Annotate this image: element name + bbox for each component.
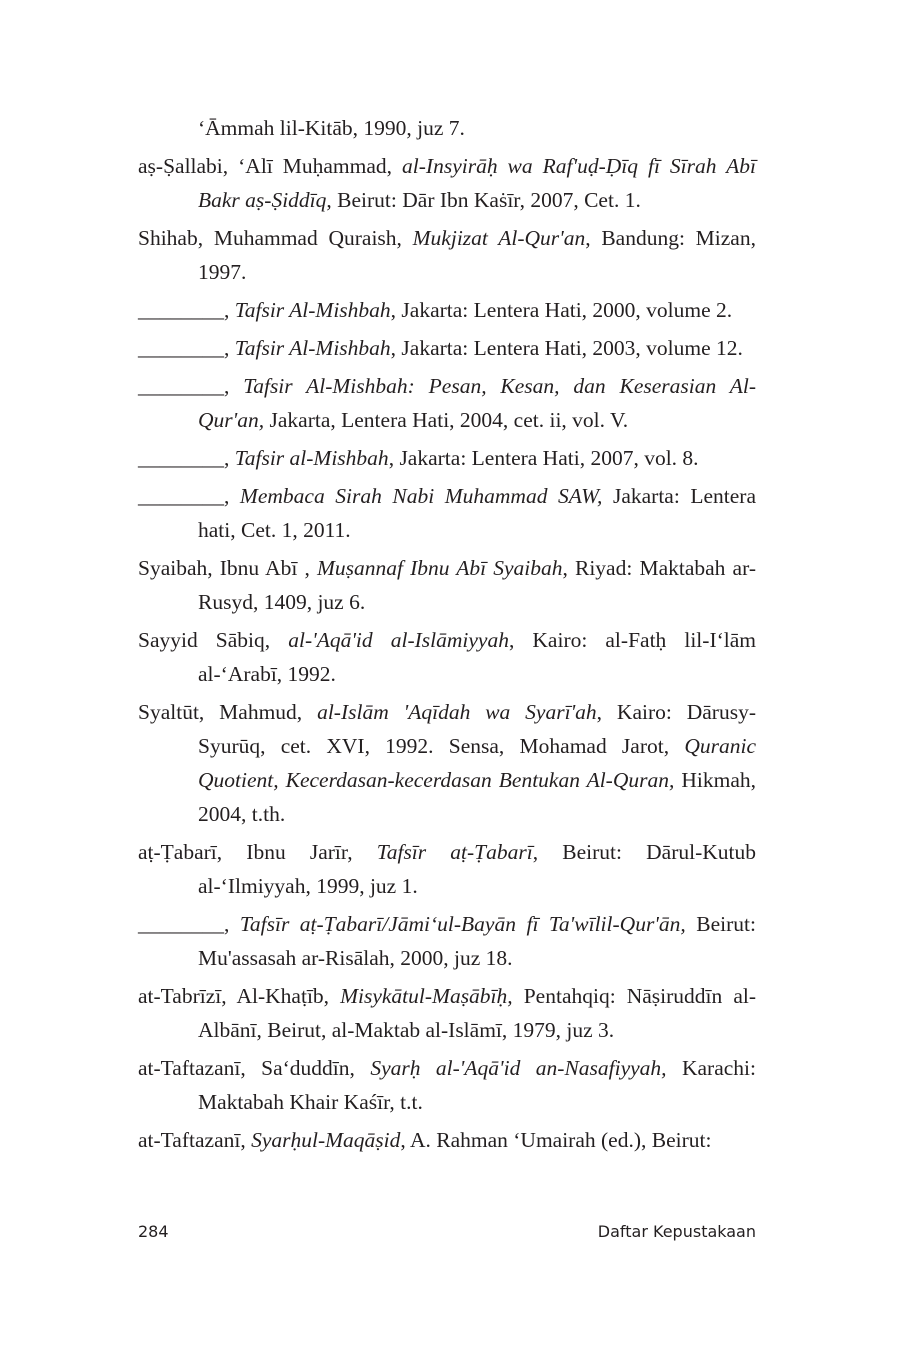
bibliography-entry: ________, Tafsir Al-Mishbah: Pesan, Kesan, dan Keserasian Al-Qur'an, Jakarta, Lentera Hati, 2004, cet. ii, vol. V. <box>138 374 756 432</box>
bibliography-entry: ________, Tafsīr aṭ-Ṭabarī/Jāmi‘ul-Bayān fī Ta'wīlil-Qur'ān, Beirut: Mu'assasah ar-Risālah, 2000, juz 18. <box>138 912 757 970</box>
bibliography-entry: aṣ-Ṣallabi, ‘Alī Muḥammad, al-Insyirāḥ wa Raf'uḍ-Ḍīq fī Sīrah Abī Bakr aṣ-Ṣiddīq, Beirut: Dār Ibn Kaṡīr, 2007, Cet. 1. <box>138 154 756 212</box>
bibliography-entry: at-Tabrīzī, Al-Khaṭīb, Misykātul-Maṣābīḥ, Pentahqiq: Nāṣiruddīn al-Albānī, Beirut, al-Maktab al-Islāmī, 1979, juz 3. <box>138 984 756 1042</box>
bibliography-entry: ________, Tafsir Al-Mishbah, Jakarta: Lentera Hati, 2000, volume 2. <box>138 298 733 322</box>
bibliography-entry: at-Taftazanī, Syarḥul-Maqāṣid, A. Rahman ‘Umairah (ed.), Beirut: <box>138 1128 712 1152</box>
bibliography-entry: Syaibah, Ibnu Abī , Muṣannaf Ibnu Abī Syaibah, Riyad: Maktabah ar-Rusyd, 1409, juz 6. <box>138 556 756 614</box>
bibliography-entry: ________, Membaca Sirah Nabi Muhammad SAW, Jakarta: Lentera hati, Cet. 1, 2011. <box>138 484 756 542</box>
running-footer-title: Daftar Kepustakaan <box>597 1222 756 1241</box>
bibliography-list <box>138 111 756 1157</box>
bibliography-entry: Sayyid Sābiq, al-'Aqā'id al-Islāmiyyah, Kairo: al-Fatḥ lil-I‘lām al-‘Arabī, 1992. <box>138 628 757 686</box>
bibliography-entry: aṭ-Ṭabarī, Ibnu Jarīr, Tafsīr aṭ-Ṭabarī, Beirut: Dārul-Kutub al-‘Ilmiyyah, 1999, juz 1. <box>138 840 756 898</box>
bibliography-entry: ________, Tafsir al-Mishbah, Jakarta: Lentera Hati, 2007, vol. 8. <box>138 446 699 470</box>
bibliography-entry: at-Taftazanī, Sa‘duddīn, Syarḥ al-'Aqā'id an-Nasafiyyah, Karachi: Maktabah Khair Kaśīr, t.t. <box>138 1056 757 1114</box>
bibliography-entry: ________, Tafsir Al-Mishbah, Jakarta: Lentera Hati, 2003, volume 12. <box>138 336 743 360</box>
bibliography-entry: Shihab, Muhammad Quraish, Mukjizat Al-Qur'an, Bandung: Mizan, 1997. <box>138 226 756 284</box>
page-number: 284 <box>138 1222 169 1241</box>
bibliography-entry: ‘Āmmah lil-Kitāb, 1990, juz 7. <box>198 116 465 140</box>
bibliography-entry: Syaltūt, Mahmud, al-Islām 'Aqīdah wa Syarī'ah, Kairo: Dārusy-Syurūq, cet. XVI, 1992. Sensa, Mohamad Jarot, Quranic Quotient, Kecerdasan-kecerdasan Bentukan Al-Quran, Hikmah, 2004, t.th. <box>138 700 756 826</box>
